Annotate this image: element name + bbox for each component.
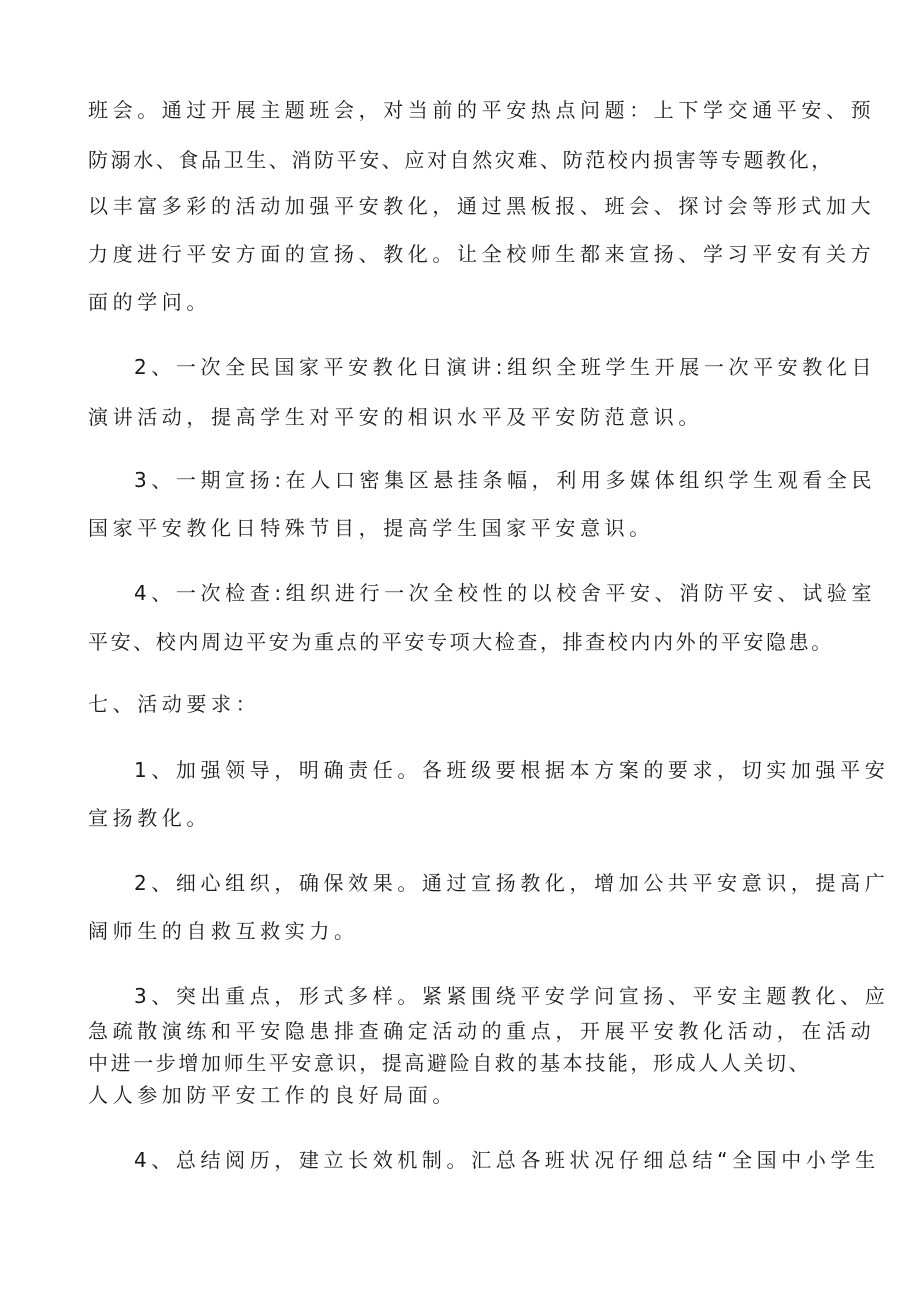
text-line: 2、细心组织，确保效果。通过宣扬教化，增加公共平安意识，提高广 bbox=[134, 871, 890, 895]
text-line: 宣扬教化。 bbox=[88, 806, 211, 830]
text-line: 防溺水、食品卫生、消防平安、应对自然灾难、防范校内损害等专题教化， bbox=[88, 148, 834, 172]
text-line: 国家平安教化日特殊节目，提高学生国家平安意识。 bbox=[88, 516, 654, 540]
text-line: 力度进行平安方面的宣扬、教化。让全校师生都来宣扬、学习平安有关方 bbox=[88, 242, 876, 266]
text-line: 阔师生的自救互救实力。 bbox=[88, 919, 359, 943]
section-heading: 七、活动要求： bbox=[88, 692, 261, 716]
text-line: 演讲活动，提高学生对平安的相识水平及平安防范意识。 bbox=[88, 405, 703, 429]
text-line: 人人参加防平安工作的良好局面。 bbox=[88, 1083, 457, 1107]
text-line: 1、加强领导，明确责任。各班级要根据本方案的要求，切实加强平安 bbox=[134, 758, 890, 782]
text-line: 2、一次全民国家平安教化日演讲:组织全班学生开展一次平安教化日 bbox=[134, 355, 877, 379]
text-line: 3、突出重点，形式多样。紧紧围绕平安学问宣扬、平安主题教化、应 bbox=[134, 984, 890, 1008]
text-line: 以丰富多彩的活动加强平安教化，通过黑板报、班会、探讨会等形式加大 bbox=[88, 194, 876, 218]
text-line: 班会。通过开展主题班会，对当前的平安热点问题：上下学交通平安、预 bbox=[88, 98, 876, 122]
text-line: 面的学问。 bbox=[88, 290, 211, 314]
text-line: 中进一步增加师生平安意识，提高避险自救的基本技能，形成人人关切、 bbox=[88, 1051, 812, 1075]
text-line: 急疏散演练和平安隐患排查确定活动的重点，开展平安教化活动，在活动 bbox=[88, 1019, 876, 1043]
text-line: 平安、校内周边平安为重点的平安专项大检查，排查校内内外的平安隐患。 bbox=[88, 630, 834, 654]
text-line: 4、总结阅历，建立长效机制。汇总各班状况仔细总结“全国中小学生 bbox=[134, 1148, 880, 1172]
text-line: 3、一期宣扬:在人口密集区悬挂条幅，利用多媒体组织学生观看全民 bbox=[134, 468, 877, 492]
text-line: 4、一次检查:组织进行一次全校性的以校舍平安、消防平安、试验室 bbox=[134, 581, 877, 605]
